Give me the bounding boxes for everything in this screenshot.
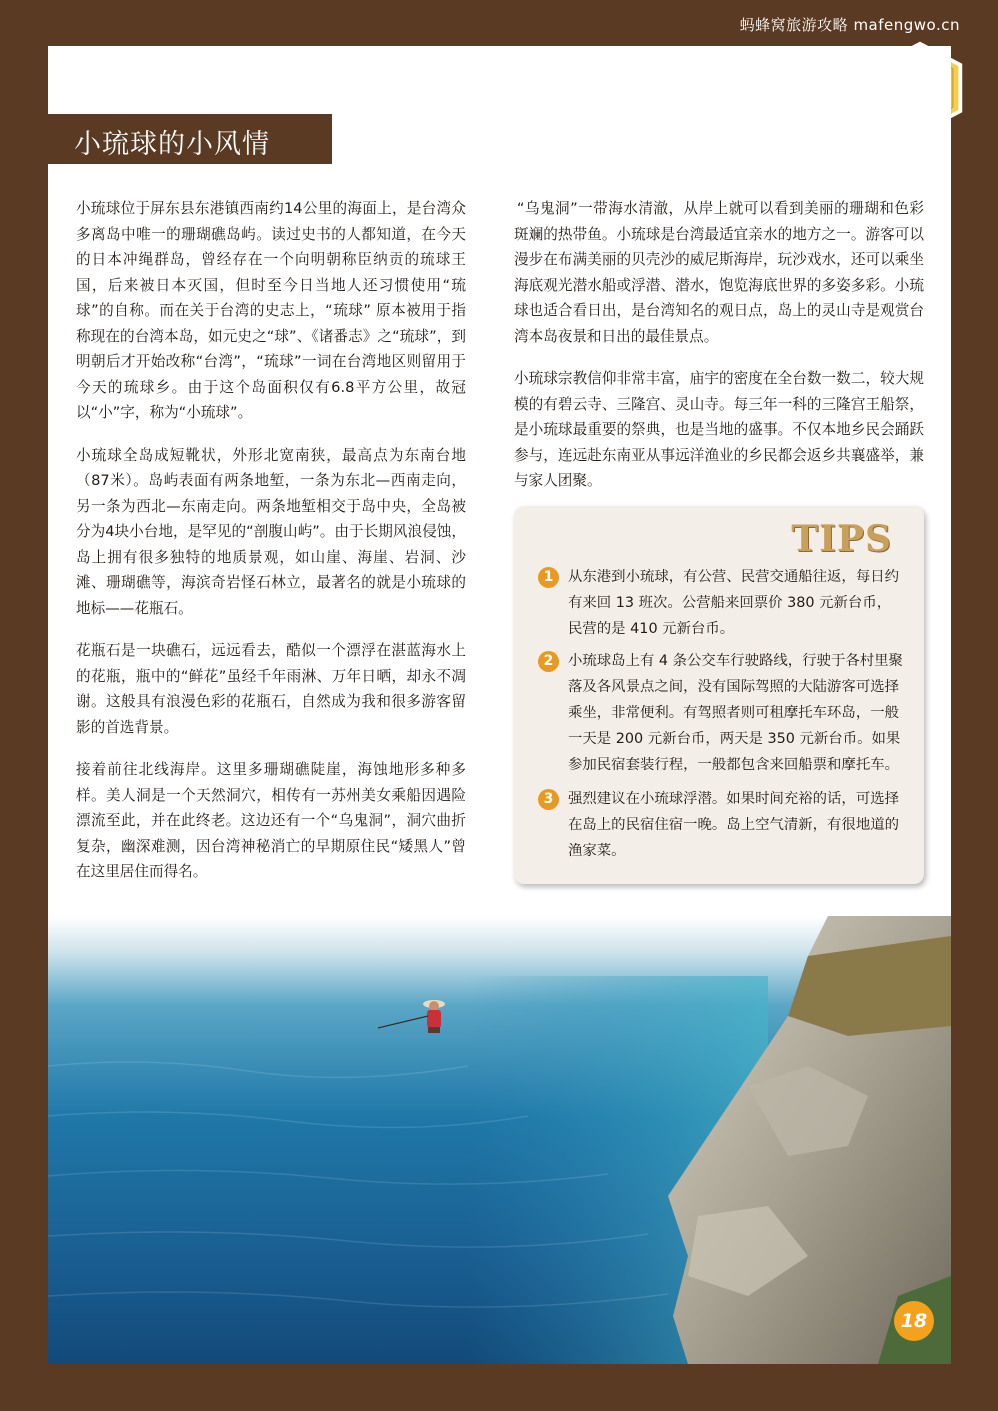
left-column [76, 196, 466, 902]
numbered-circle-icon: 2 [538, 651, 559, 672]
tip-item [538, 564, 904, 642]
paragraph: 小琉球宗教信仰非常丰富，庙宇的密度在全台数一数二，较大规模的有碧云寺、三隆宫、灵山寺。每三年一科的三隆宫王船祭，是小琉球最重要的祭典，也是当地的盛事。不仅本地乡民会踊跃参与，连远赴东南亚从事远洋渔业的乡民都会返乡共襄盛举，兼与家人团聚。 [514, 370, 924, 489]
sea-fishing-photo [48, 916, 951, 1364]
tip-text: 小琉球岛上有 4 条公交车行驶路线，行驶于各村里聚落及各风景点之间，没有国际驾照的大陆游客可选择乘坐，非常便利。有驾照者则可租摩托车环岛，一般一天是 200 元新台币，两天是 350 元新台币。如果参加民宿套装行程，一般都包含来回船票和摩托车。 [568, 653, 903, 773]
tip-item [538, 786, 904, 864]
numbered-circle-icon: 1 [538, 567, 559, 588]
paragraph: 接着前往北线海岸。这里多珊瑚礁陡崖，海蚀地形多种多样。美人洞是一个天然洞穴，相传有一苏州美女乘船因遇险漂流至此，并在此终老。这边还有一个“乌鬼洞”，洞穴曲折复杂，幽深难测，因台湾神秘消亡的早期原住民“矮黑人”曾在这里居住而得名。 [76, 761, 466, 880]
paragraph: 花瓶石是一块礁石，远远看去，酷似一个漂浮在湛蓝海水上的花瓶，瓶中的“鲜花”虽经千年雨淋、万年日晒，却永不凋谢。这般具有浪漫色彩的花瓶石，自然成为我和很多游客留影的首选背景。 [76, 642, 466, 736]
tips-box [514, 506, 924, 884]
tip-text: 从东港到小琉球，有公营、民营交通船往返，每日约有来回 13 班次。公营船来回票价 380 元新台币，民营的是 410 元新台币。 [568, 569, 899, 637]
numbered-circle-icon: 3 [538, 789, 559, 810]
page-number: 18 [894, 1301, 934, 1341]
paragraph: 小琉球全岛成短靴状，外形北宽南狭，最高点为东南台地（87米）。岛屿表面有两条地堑，一条为东北—西南走向，另一条为西北—东南走向。两条地堑相交于岛中央，全岛被分为4块小台地，是罕见的“剖腹山屿”。由于长期风浪侵蚀，岛上拥有很多独特的地质景观，如山崖、海崖、岩洞、沙滩、珊瑚礁等，海滨奇岩怪石林立，最著名的就是小琉球的地标——花瓶石。 [76, 446, 466, 617]
section-title: 小琉球的小风情 [74, 129, 270, 160]
paragraph: “乌鬼洞”一带海水清澈，从岸上就可以看到美丽的珊瑚和色彩斑斓的热带鱼。小琉球是台湾最适宜亲水的地方之一。游客可以漫步在布满美丽的贝壳沙的威尼斯海岸，玩沙戏水，还可以乘坐海底观光潜水船或浮潜、潜水，饱览海底世界的多姿多彩。小琉球也适合看日出，是台湾知名的观日点，岛上的灵山寺是观赏台湾本岛夜景和日出的最佳景点。 [514, 200, 924, 345]
tip-item [538, 648, 904, 778]
right-column [514, 196, 924, 511]
tips-title: TIPS [791, 518, 892, 560]
section-title-bar [48, 114, 332, 164]
page-content [48, 46, 951, 1364]
brand-header: 蚂蜂窝旅游攻略 mafengwo.cn [739, 16, 960, 34]
tip-text: 强烈建议在小琉球浮潜。如果时间充裕的话，可选择在岛上的民宿住宿一晚。岛上空气清新，有很地道的渔家菜。 [568, 791, 899, 859]
paragraph: 小琉球位于屏东县东港镇西南约14公里的海面上，是台湾众多离岛中唯一的珊瑚礁岛屿。读过史书的人都知道，在今天的日本冲绳群岛，曾经存在一个向明朝称臣纳贡的琉球王国，后来被日本灭国，但时至今日当地人还习惯使用“琉球”的自称。而在关于台湾的史志上，“琉球” 原本被用于指称现在的台湾本岛，如元史之“球”、《诸番志》之“琉球”，到明朝后才开始改称“台湾”，“琉球”一词在台湾地区则留用于今天的琉球乡。由于这个岛面积仅有6.8平方公里，故冠以“小”字，称为“小琉球”。 [76, 200, 466, 421]
